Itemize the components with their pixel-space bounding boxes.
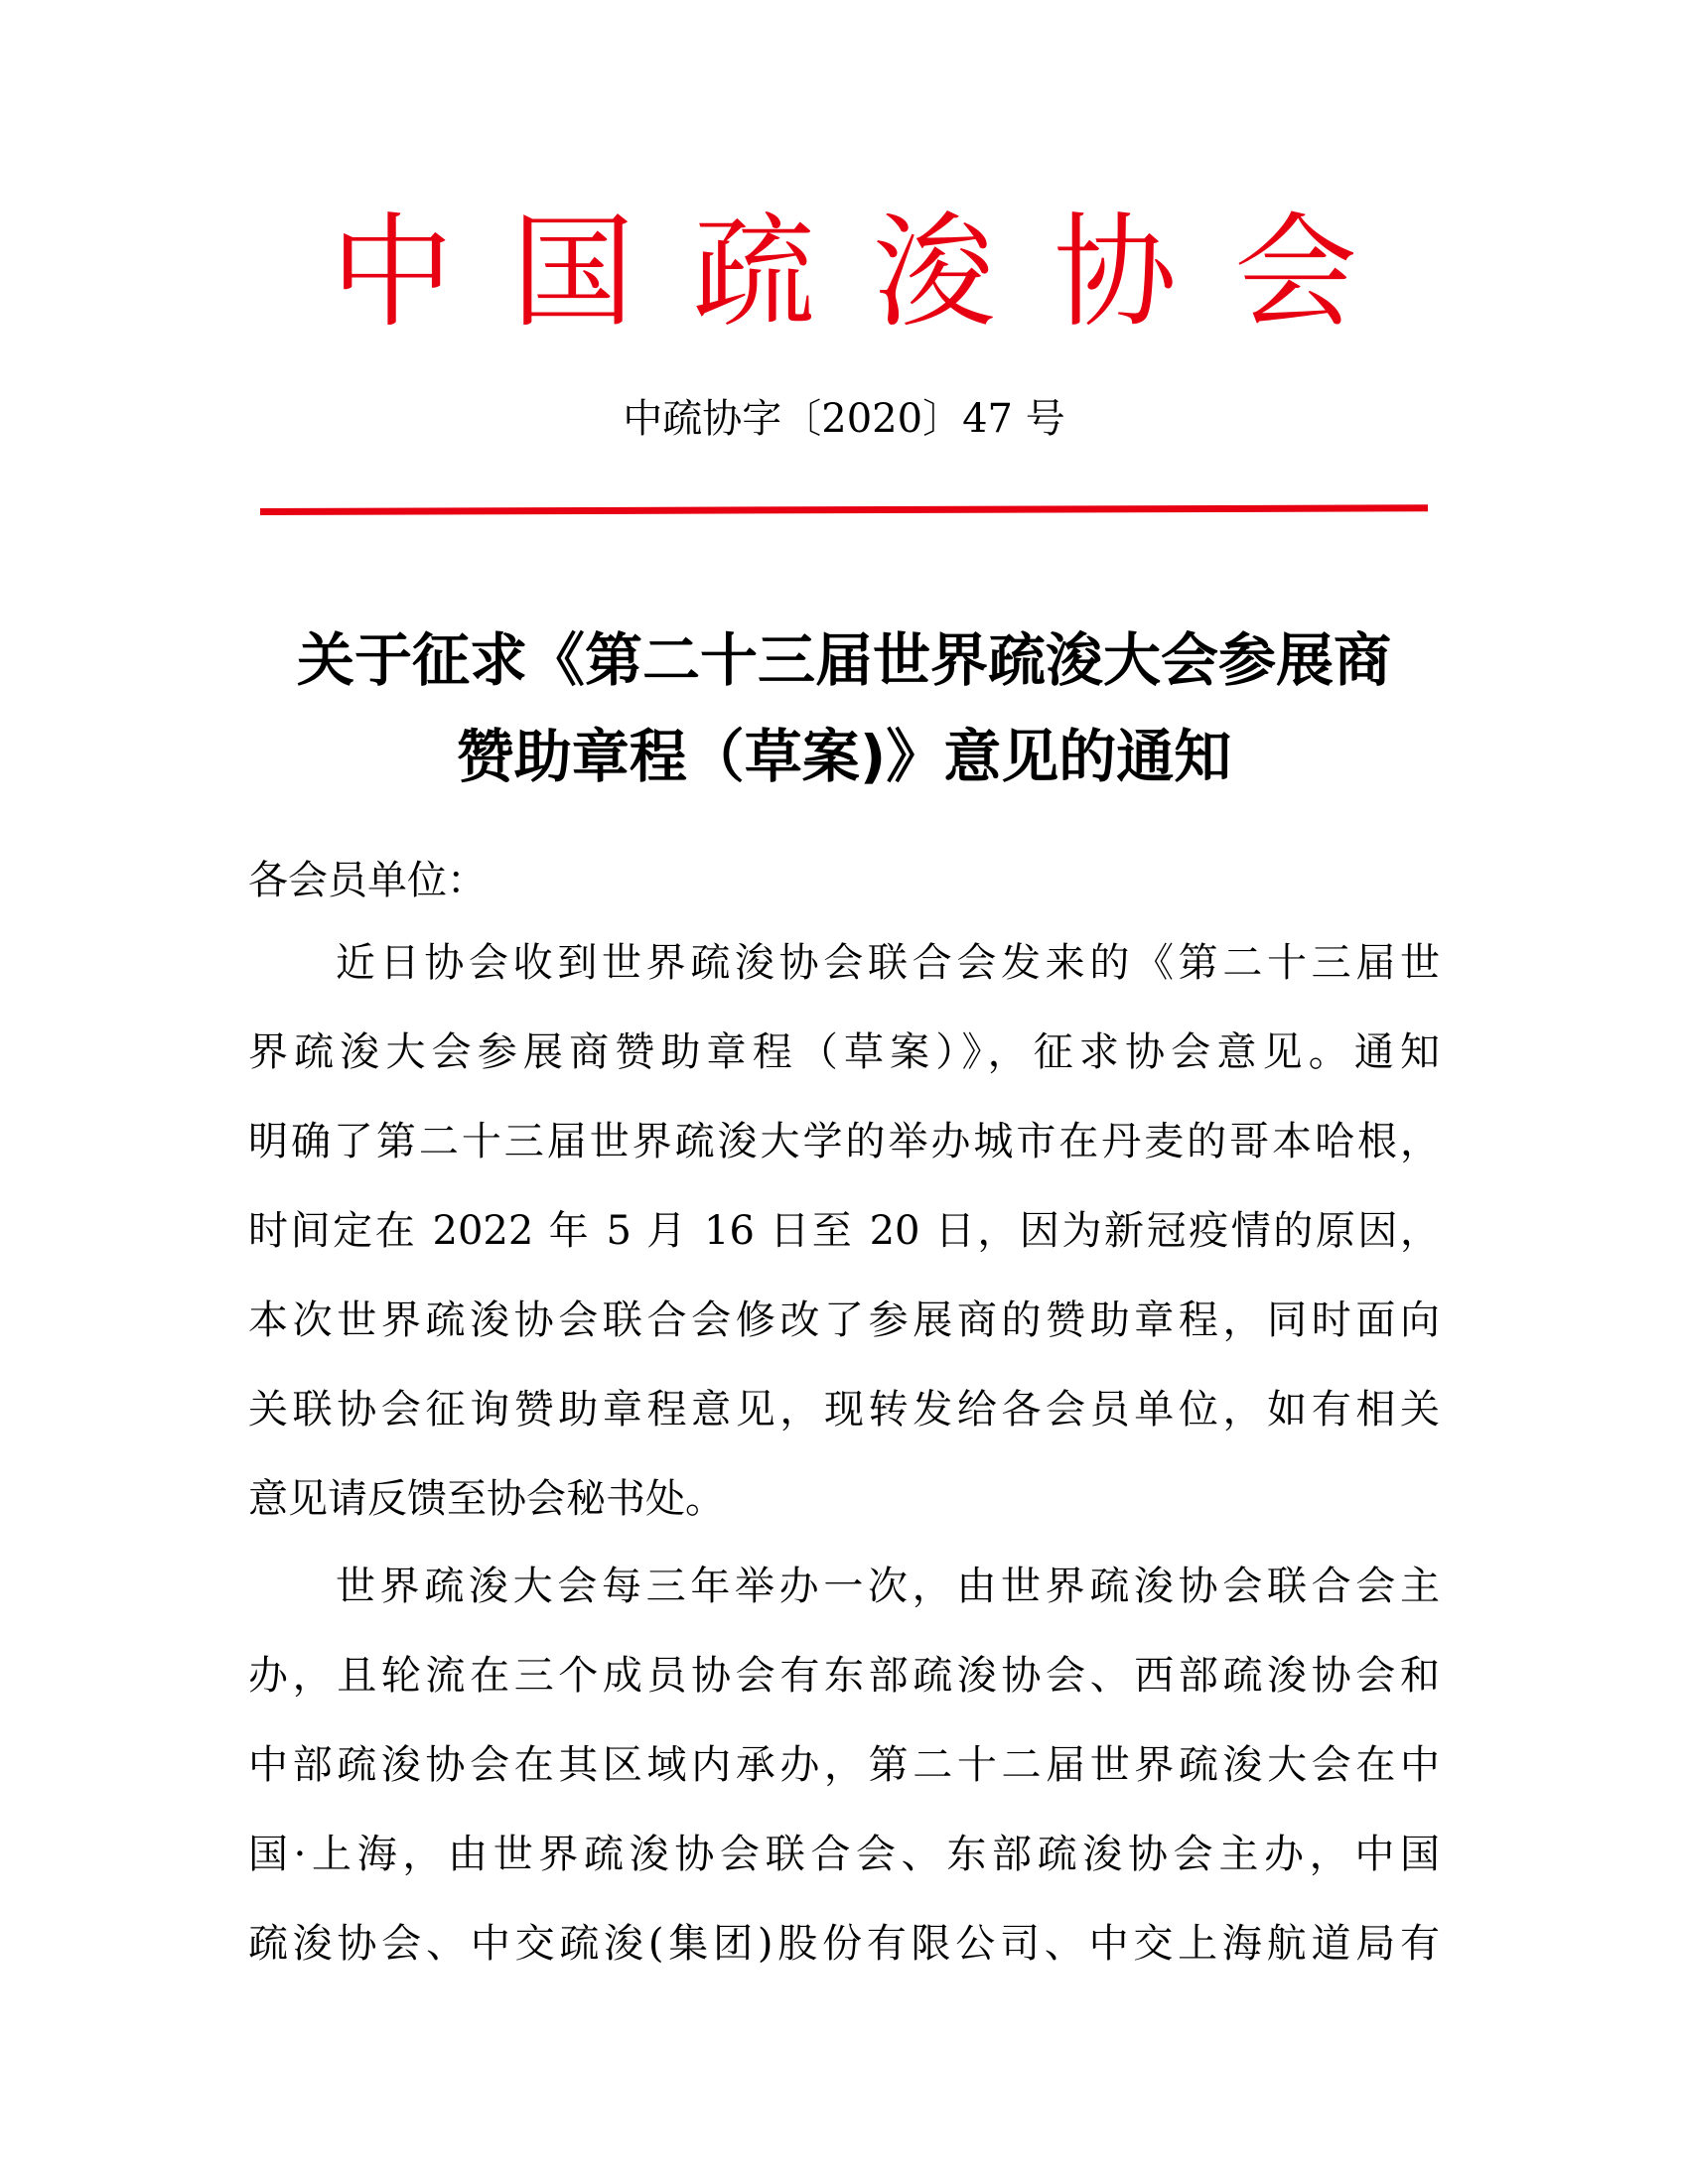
notice-title-line-2: 赞助章程（草案)》意见的通知: [456, 723, 1232, 790]
notice-title-line-1: 关于征求《第二十三届世界疏浚大会参展商: [296, 626, 1391, 694]
body-paragraph-2: [248, 1552, 1440, 1998]
document-number: 中疏协字〔2020〕47 号: [623, 396, 1065, 442]
paragraph-line: 近日协会收到世界疏浚协会联合会发来的《第二十三届世: [336, 940, 1440, 986]
body-paragraph-1: [248, 928, 1440, 1554]
paragraph-line: 疏浚协会、中交疏浚(集团)股份有限公司、中交上海航道局有: [248, 1921, 1440, 1967]
paragraph-line: 本次世界疏浚协会联合会修改了参展商的赞助章程，同时面向: [248, 1297, 1440, 1343]
paragraph-line: 明确了第二十三届世界疏浚大学的举办城市在丹麦的哥本哈根，: [248, 1119, 1440, 1164]
notice-title: [248, 613, 1440, 805]
red-divider-line: [260, 504, 1428, 515]
paragraph-line: 国·上海，由世界疏浚协会联合会、东部疏浚协会主办，中国: [248, 1832, 1440, 1877]
paragraph-line: 世界疏浚大会每三年举办一次，由世界疏浚协会联合会主: [336, 1564, 1440, 1609]
organization-header: 中国疏浚协会: [330, 202, 1415, 344]
paragraph-line: 意见请反馈至协会秘书处。: [248, 1476, 725, 1522]
paragraph-line: 关联协会征询赞助章程意见，现转发给各会员单位，如有相关: [248, 1387, 1440, 1433]
paragraph-line: 时间定在 2022 年 5 月 16 日至 20 日，因为新冠疫情的原因，: [248, 1208, 1440, 1254]
paragraph-line: 办，且轮流在三个成员协会有东部疏浚协会、西部疏浚协会和: [248, 1653, 1440, 1699]
paragraph-line: 界疏浚大会参展商赞助章程（草案）》，征求协会意见。通知: [248, 1029, 1440, 1075]
paragraph-line: 中部疏浚协会在其区域内承办，第二十二届世界疏浚大会在中: [248, 1742, 1440, 1788]
salutation: 各会员单位：: [248, 858, 487, 903]
